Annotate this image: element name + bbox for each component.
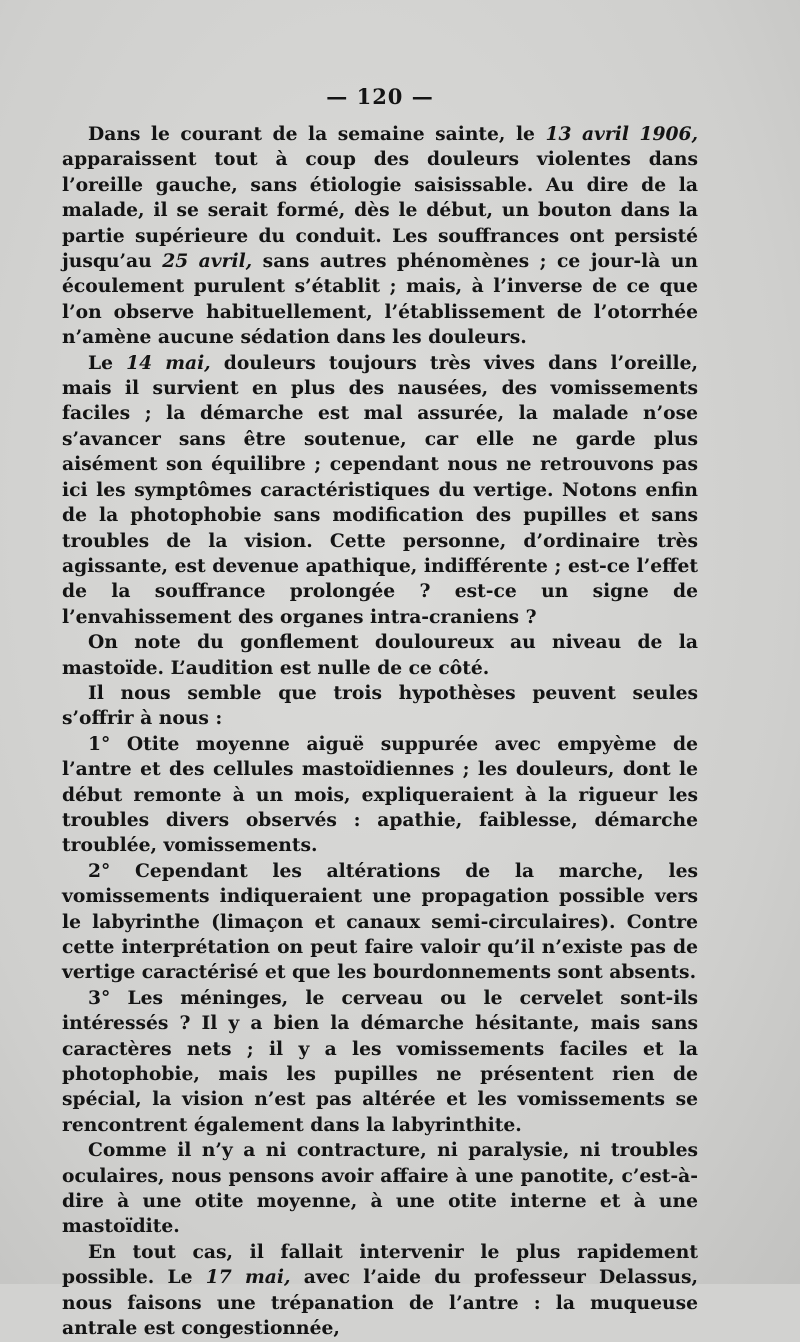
text-segment: Le bbox=[88, 351, 127, 374]
paragraph bbox=[62, 681, 698, 732]
paragraph bbox=[62, 1138, 698, 1240]
date-text: 17 mai, bbox=[205, 1266, 291, 1289]
date-text: 14 mai, bbox=[126, 351, 211, 374]
text-segment: Dans le courant de la semaine sainte, le bbox=[88, 123, 546, 145]
date-text: 13 avril 1906, bbox=[545, 123, 698, 145]
text-segment: apparaissent tout à coup des douleurs violentes dans l’oreille gauche, sans étiologie saisissable. Au dire de la malade, il se serait formé, dès le début, un bouton dans la partie supérieure du conduit. Les souffrances ont persisté jusqu’au bbox=[62, 148, 698, 273]
text-segment: On note du gonflement douloureux au niveau de la mastoïde. L’audition est nulle de ce côté. bbox=[62, 631, 698, 679]
body-text bbox=[62, 122, 698, 1342]
paragraph bbox=[62, 351, 698, 630]
text-segment: En tout cas, il fallait intervenir le plus rapidement possible. Le bbox=[62, 1240, 698, 1289]
date-text: 25 avril, bbox=[162, 250, 253, 273]
text-segment: douleurs toujours très vives dans l’oreille, mais il survient en plus des nausées, des vomissements faciles ; la démarche est mal assurée, la malade n’ose s’avancer sans être soutenue, car elle ne garde plus aisément son équilibre ; cependant nous ne retrouvons pas ici les symptômes caractéristiques du vertige. Notons enfin de la photophobie sans modification des pupilles et sans troubles de la vision. Cette personne, d’ordinaire très agissante, est devenue apathique, indifférente ; est-ce l’effet de la souffrance prolongée ? est-ce un signe de l’envahissement des organes intra-craniens ? bbox=[62, 351, 698, 628]
text-segment: 2° Cependant les altérations de la marche, les vomissements indiqueraient une propagation possible vers le labyrinthe (limaçon et canaux semi-circulaires). Contre cette interprétation on peut faire valoir qu’il n’existe pas de vertige caractérisé et que les bourdonnements sont absents. bbox=[62, 859, 698, 984]
paragraph bbox=[62, 732, 698, 859]
paragraph bbox=[62, 630, 698, 681]
paragraph bbox=[62, 122, 698, 351]
text-segment: sans autres phénomènes ; ce jour-là un écoulement purulent s’établit ; mais, à l’inverse de ce que l’on observe habituellement, l’établissement de l’otorrhée n’amène aucune sédation dans les douleurs. bbox=[62, 250, 699, 349]
page-number: — 120 — bbox=[326, 84, 434, 109]
text-segment: 3° Les méninges, le cerveau ou le cervelet sont-ils intéressés ? Il y a bien la démarche hésitante, mais sans caractères nets ; il y a les vomissements faciles et la photophobie, mais les pupilles ne présentent rien de spécial, la vision n’est pas altérée et les vomissements se rencontrent également dans la labyrinthite. bbox=[62, 986, 698, 1136]
paragraph bbox=[62, 859, 698, 986]
paragraph bbox=[62, 1240, 698, 1342]
text-segment: Il nous semble que trois hypothèses peuvent seules s’offrir à nous : bbox=[62, 681, 698, 730]
text-segment: avec l’aide du professeur Delassus, nous faisons une trépanation de l’antre : la muqueuse antrale est congestionnée, bbox=[62, 1266, 698, 1340]
paragraph bbox=[62, 986, 698, 1138]
text-segment: Comme il n’y a ni contracture, ni paralysie, ni troubles oculaires, nous pensons avoir affaire à une panotite, c’est-à-dire à une otite moyenne, à une otite interne et à une mastoïdite. bbox=[62, 1139, 698, 1238]
text-segment: 1° Otite moyenne aiguë suppurée avec empyème de l’antre et des cellules mastoïdiennes ; les douleurs, dont le début remonte à un mois, expliqueraient à la rigueur les troubles divers observés : apathie, faiblesse, démarche troublée, vomissements. bbox=[62, 732, 698, 857]
